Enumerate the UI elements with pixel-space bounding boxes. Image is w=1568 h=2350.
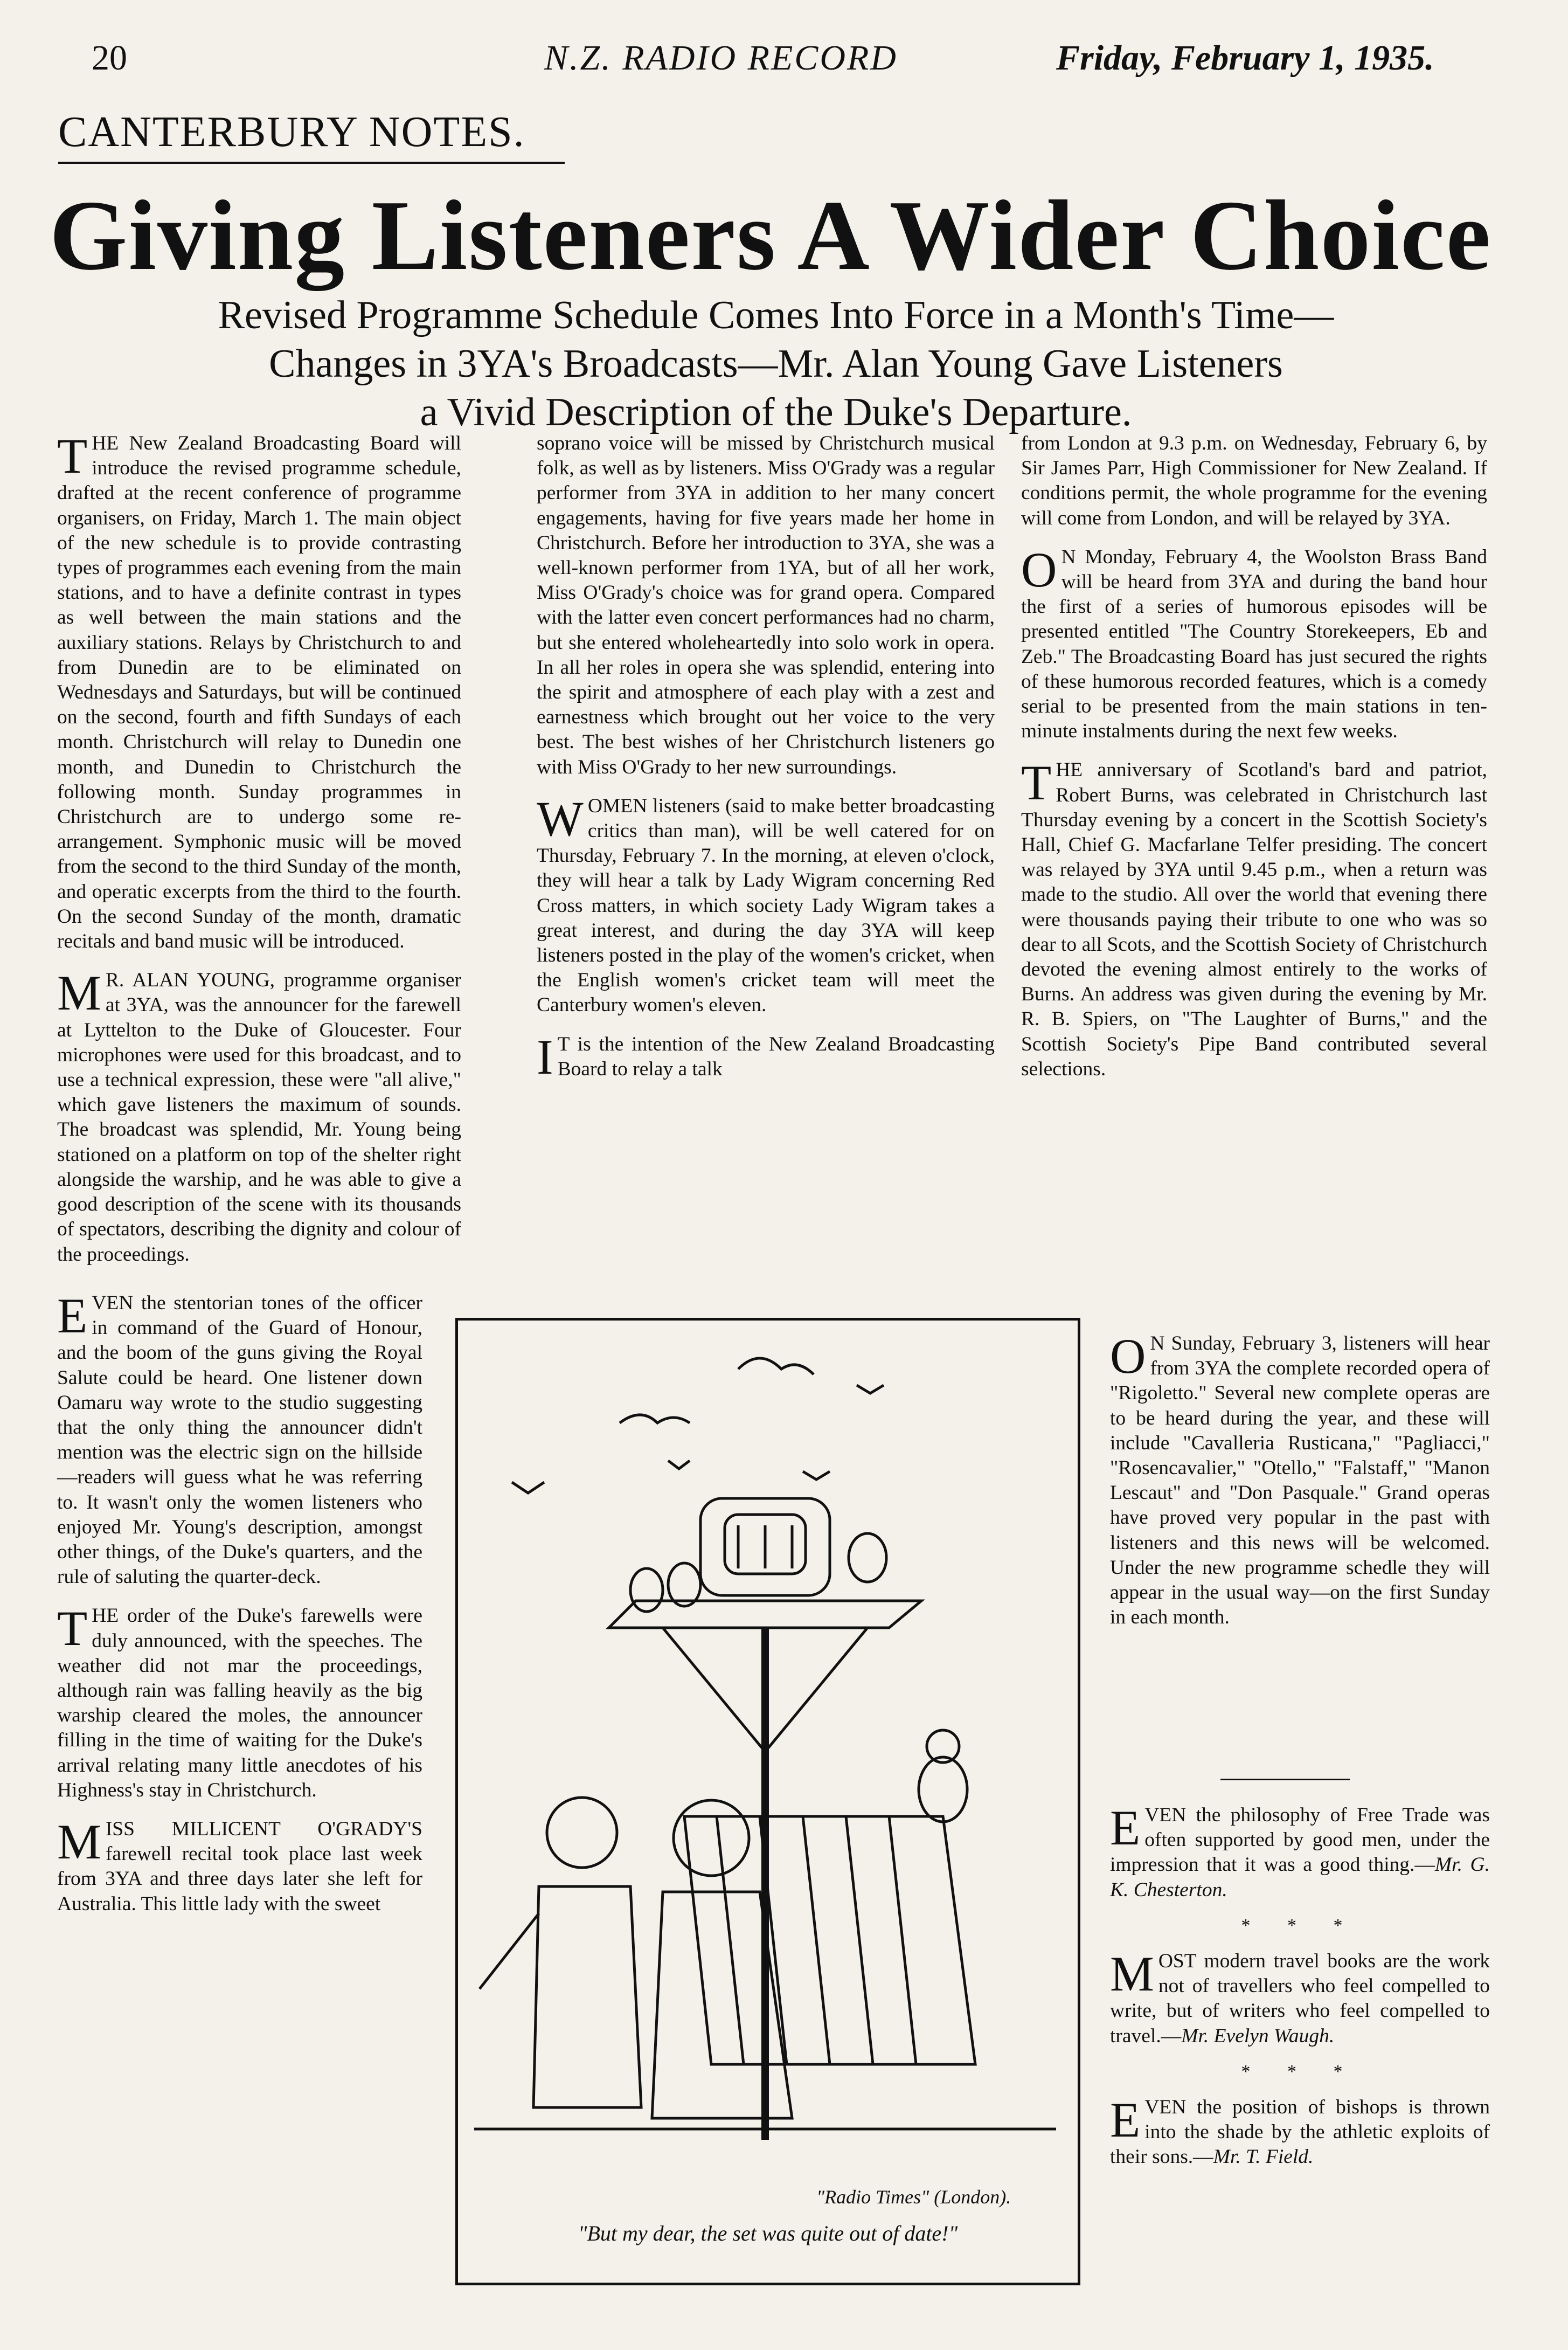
drop-cap: O	[1110, 1329, 1146, 1384]
drop-cap: M	[57, 1814, 101, 1870]
article-ogrady-cont: soprano voice will be missed by Christchurch musical folk, as well as by listeners. Miss O'Grady was a regular performer from 3YA in addition to her many concert engagements, having for five years made her home in Christchurch. Before her introduction to 3YA, she was a well-known performer from 1YA, but of all her work, Miss O'Grady's choice was for grand opera. Compared with the latter even concert performances had no charm, but she entered wholeheartedly into solo work in opera. In all her roles in opera she was splendid, entering into the spirit and atmosphere of each play with a zest and earnestness which brought out her voice to the very best. The best wishes of her Christchurch listeners go with Miss O'Grady to her new surroundings.	[537, 432, 995, 778]
drop-cap: E	[57, 1288, 88, 1343]
cartoon-illustration	[455, 1318, 1080, 2285]
subheadline-line: a Vivid Description of the Duke's Departure.	[420, 390, 1132, 434]
drop-cap: M	[1110, 1946, 1154, 2002]
article-women: WOMEN listeners (said to make better broadcasting critics than man), will be well catered for on Thursday, February 7. In the morning, at eleven o'clock, they will hear a talk by Lady Wigram concerning Red Cross matters, in which society Lady Wigram takes a great interest, and during the day 3YA will keep listeners posted in the play of the women's cricket, when the English women's cricket team will meet the Canterbury women's eleven.	[537, 791, 995, 1017]
cartoon-caption: "But my dear, the set was quite out of date!"	[578, 2221, 958, 2245]
quote-author: Mr. T. Field.	[1213, 2146, 1314, 2168]
article-stentorian: EVEN the stentorian tones of the officer in command of the Guard of Honour, and the boom of the guns giving the Royal Salute could be heard. One listener down Oamaru way wrote to the studio suggesting that the only thing the announcer didn't mention was the electric sign on the hillside—readers will guess what he was referring to. It wasn't only the women listeners who enjoyed Mr. Young's description, amongst other things, of the Duke's quarters, and the rule of saluting the quarter-deck.	[57, 1288, 422, 1588]
column-2	[537, 431, 995, 1082]
article-alan-young: M R. ALAN YOUNG, programme organiser at 3YA, was the announcer for the farewell at Lyttelton to the Duke of Gloucester. Four microphones were used for this broadcast, and to use a technical expression, these were "all alive," which gave listeners the maximum of sounds. The broadcast was splendid, Mr. Young being stationed on a platform on top of the shelter right alongside the warship, and he was able to give a good description of the scene with its thousands of spectators, describing the dignity and colour of the proceedings.	[57, 965, 461, 1266]
subheadline	[75, 291, 1476, 437]
drop-cap: M	[57, 965, 101, 1021]
article-relay-cont: from London at 9.3 p.m. on Wednesday, February 6, by Sir James Parr, High Commissioner for New Zealand. If conditions permit, the whole programme for the evening will come from London, and will be relayed by 3YA.	[1021, 432, 1487, 529]
column-1-lower	[57, 1288, 422, 1917]
drop-cap: T	[57, 428, 88, 483]
star-separator: * * *	[1241, 2061, 1359, 2082]
quotations-box	[1110, 1800, 1490, 2170]
subheadline-line: Revised Programme Schedule Comes Into Force in a Month's Time—	[218, 293, 1334, 337]
article-ogrady-start: MISS MILLICENT O'GRADY'S farewell recital took place last week from 3YA and three days later she left for Australia. This little lady with the sweet	[57, 1814, 422, 1915]
drop-cap: T	[57, 1601, 88, 1656]
drop-cap: E	[1110, 1800, 1141, 1855]
column-3-lower	[1110, 1331, 1490, 1630]
drop-cap: I	[537, 1029, 553, 1084]
quote-chesterton: EVEN the philosophy of Free Trade was often supported by good men, under the impression that it was a good thing.—Mr. G. K. Chesterton.	[1110, 1800, 1490, 1901]
column-3	[1021, 431, 1487, 1082]
cartoon-drawing	[458, 1321, 1078, 2172]
column-1	[57, 428, 461, 1267]
publication-name: N.Z. RADIO RECORD	[544, 38, 898, 78]
cartoon-credit: "Radio Times" (London).	[816, 2186, 1011, 2208]
section-label: CANTERBURY NOTES.	[58, 108, 525, 156]
quote-author: Mr. Evelyn Waugh.	[1181, 2024, 1335, 2047]
column-divider	[1220, 1779, 1350, 1780]
article-rigoletto: O N Sunday, February 3, listeners will hear from 3YA the complete recorded opera of "Rigoletto." Several new complete operas are to be heard during the year, and these will include "Cavalleria Rusticana," "Pagliacci," "Rosencavalier," "Otello," "Falstaff," "Manon Lescaut" and "Don Pasquale." Grand operas have proved very popular in the past with listeners and this news will be welcomed. Under the new programme schedle they will appear in the usual way—on the first Sunday in each month.	[1110, 1329, 1490, 1629]
drop-cap: T	[1021, 755, 1052, 811]
headline: Giving Listeners A Wider Choice	[49, 180, 1492, 291]
drop-cap: E	[1110, 2092, 1141, 2148]
article-burns: THE anniversary of Scotland's bard and patriot, Robert Burns, was celebrated in Christchurch last Thursday evening by a concert in the Scottish Society's Hall, Chief G. Macfarlane Telfer presiding. The concert was relayed by 3YA until 9.45 p.m., when a return was made to the studio. All over the world that evening there were thousands paying their tribute to one who was so dear to all Scots, and the Scottish Society of Christchurch devoted the evening almost entirely to the works of Burns. An address was given during the evening by Mr. R. B. Spiers, on "The Laughter of Burns," and the Scottish Society's Pipe Band contributed several selections.	[1021, 755, 1487, 1080]
drop-cap: W	[537, 791, 584, 846]
quote-waugh: MOST modern travel books are the work not of travellers who feel compelled to write, but of writers who feel compelled to travel.—Mr. Evelyn Waugh.	[1110, 1946, 1490, 2047]
section-underline	[58, 162, 565, 164]
issue-date: Friday, February 1, 1935.	[1056, 38, 1434, 78]
page-number: 20	[92, 38, 127, 78]
quote-field: EVEN the position of bishops is thrown into the shade by the athletic exploits of their sons.—Mr. T. Field.	[1110, 2092, 1490, 2168]
article-farewells: THE order of the Duke's farewells were duly announced, with the speeches. The weather did not mar the proceedings, although rain was falling heavily as the big warship cleared the moles, the announcer filling in the time of waiting for the Duke's arrival relating many little anecdotes of his Highness's stay in Christchurch.	[57, 1601, 422, 1801]
drop-cap: O	[1021, 542, 1057, 597]
subheadline-line: Changes in 3YA's Broadcasts—Mr. Alan Young Gave Listeners	[269, 342, 1283, 386]
article-schedule: THE New Zealand Broadcasting Board will introduce the revised programme schedule, drafted at the recent conference of programme organisers, on Friday, March 1. The main object of the new schedule is to provide contrasting types of programmes each evening from the main stations, and to have a definite contrast in types as well between the main stations and the auxiliary stations. Relays by Christchurch to and from Dunedin are to be eliminated on Wednesdays and Saturdays, but will be continued on the second, fourth and fifth Sundays of each month. Christchurch will relay to Dunedin one month, and Dunedin to Christchurch the following month. Sunday programmes in Christchurch are to undergo some re-arrangement. Symphonic music will be moved from the second to the third Sunday of the month, and operatic excerpts from the third to the fourth. On the second Sunday of the month, dramatic recitals and band music will be introduced.	[57, 428, 461, 953]
article-relay-start: I T is the intention of the New Zealand Broadcasting Board to relay a talk	[537, 1029, 995, 1084]
article-woolston: O N Monday, February 4, the Woolston Brass Band will be heard from 3YA and during the band hour the first of a series of humorous episodes will be presented entitled "The Country Storekeepers, Eb and Zeb." The Broadcasting Board has just secured the rights of these humorous recorded features, which is a comedy serial to be presented from the main stations in ten-minute instalments during the next few weeks.	[1021, 542, 1487, 743]
quote-author: Mr. G. K. Chesterton.	[1110, 1854, 1490, 1901]
star-separator: * * *	[1241, 1915, 1359, 1936]
